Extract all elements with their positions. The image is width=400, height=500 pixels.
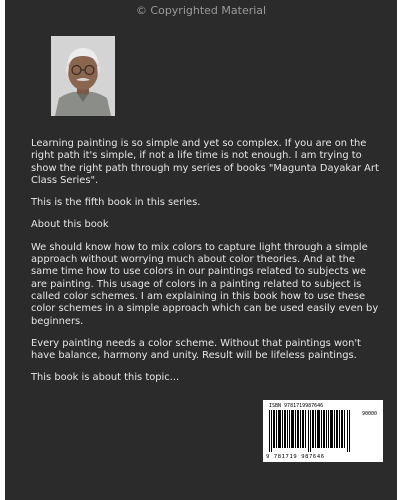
paragraph-topic: This book is about this topic... bbox=[31, 372, 180, 384]
isbn-label: ISBN 9781719987646 bbox=[269, 403, 324, 409]
section-heading-about: About this book bbox=[31, 219, 109, 231]
paragraph-fifth-book: This is the fifth book in this series. bbox=[31, 197, 201, 209]
author-photo bbox=[51, 36, 115, 116]
copyright-notice: © Copyrighted Material bbox=[135, 4, 267, 17]
price-code: 90000 bbox=[361, 411, 377, 417]
barcode-icon bbox=[269, 410, 353, 452]
back-cover bbox=[5, 0, 397, 500]
paragraph-color-scheme: Every painting needs a color scheme. Without that paintings won't have balance, harmony and unity. Result will be lifeless paintings. bbox=[31, 337, 361, 362]
description-text bbox=[31, 138, 381, 395]
paragraph-about: We should know how to mix colors to capture light through a simple approach without worrying much about color theories. And at the same time how to use colors in our paintings related to subjects we are painting. This usage of colors in a painting related to subject is called color schemes. I am explaining in this book how to use these color schemes in a simple approach which can be used easily even by beginners. bbox=[31, 241, 379, 327]
barcode-digits: 9 781719 987646 bbox=[266, 454, 325, 460]
paragraph-intro: Learning painting is so simple and yet so complex. If you are on the right path it's simple, if not a life time is not enough. I am trying to show the right path through my series of books "Magunta Dayakar Art Class Series". bbox=[31, 138, 379, 186]
isbn-barcode bbox=[263, 400, 383, 462]
